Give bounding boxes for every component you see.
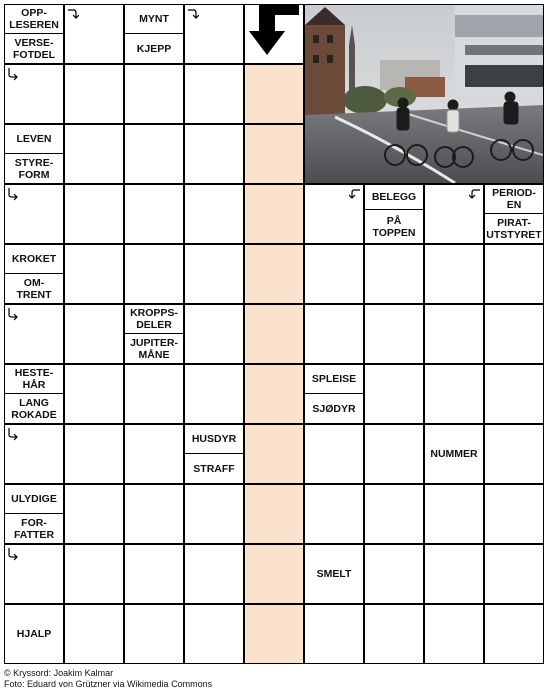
clue-langrokade: LANG ROKADE [5,394,63,423]
clue-kroket: KROKET [5,245,63,274]
answer-cell[interactable] [484,424,544,484]
answer-cell[interactable] [364,484,424,544]
clue-cell [124,304,184,364]
clue-versefotdel: VERSE- FOTDEL [5,34,63,63]
answer-cell[interactable] [304,244,364,304]
clue-straff: STRAFF [185,454,243,483]
clue-jupitermane: JUPITER- MÅNE [125,334,183,363]
answer-cell[interactable] [64,484,124,544]
arrow-down-right-icon [7,187,19,201]
answer-cell[interactable] [484,544,544,604]
answer-cell[interactable] [64,304,124,364]
answer-cell[interactable] [364,604,424,664]
clue-belegg: BELEGG [365,185,423,210]
clue-perioden: PERIOD- EN [485,185,543,214]
answer-cell[interactable] [484,364,544,424]
answer-cell[interactable] [64,124,124,184]
clue-sjodyr: SJØDYR [305,394,363,423]
crossword-credit: © Kryssord: Joakim Kalmar [4,668,114,678]
clue-spleise: SPLEISE [305,365,363,394]
answer-cell[interactable] [424,544,484,604]
clue-hjalp: HJALP [5,605,63,663]
answer-cell[interactable] [124,64,184,124]
answer-cell[interactable] [124,184,184,244]
clue-kroppsdeler: KROPPS- DELER [125,305,183,334]
answer-cell[interactable] [484,604,544,664]
solution-cell[interactable] [244,484,304,544]
clue-cell [184,424,244,484]
clue-cell [4,604,64,664]
answer-cell[interactable] [484,244,544,304]
clue-cell [364,184,424,244]
clue-cell [304,364,364,424]
answer-cell[interactable] [184,544,244,604]
clue-styreform: STYRE- FORM [5,154,63,183]
clue-cell [304,544,364,604]
clue-kjepp: KJEPP [125,34,183,63]
answer-cell[interactable] [364,244,424,304]
solution-cell[interactable] [244,544,304,604]
clue-omtrent: OM- TRENT [5,274,63,303]
answer-cell[interactable] [304,304,364,364]
arrow-right-down-icon [67,7,79,21]
arrow-left-down-icon [349,187,361,201]
answer-cell[interactable] [64,64,124,124]
solution-cell[interactable] [244,604,304,664]
answer-cell[interactable] [124,424,184,484]
clue-cell [4,124,64,184]
clue-cell [4,484,64,544]
answer-cell[interactable] [424,304,484,364]
arrow-down-right-icon [7,307,19,321]
solution-cell[interactable] [244,244,304,304]
answer-cell[interactable] [184,184,244,244]
answer-cell[interactable] [304,604,364,664]
clue-hestehar: HESTE- HÅR [5,365,63,394]
answer-cell[interactable] [64,604,124,664]
arrow-down-right-icon [7,67,19,81]
answer-cell[interactable] [124,484,184,544]
clue-husdyr: HUSDYR [185,425,243,454]
arrow-down-right-icon [7,427,19,441]
arrow-right-down-icon [187,7,199,21]
answer-cell[interactable] [304,424,364,484]
crossword-grid [4,4,544,664]
solution-cell[interactable] [244,364,304,424]
answer-cell[interactable] [184,484,244,544]
solution-cell[interactable] [244,424,304,484]
answer-cell[interactable] [124,604,184,664]
answer-cell[interactable] [64,184,124,244]
clue-pa-toppen: PÅ TOPPEN [365,210,423,243]
answer-cell[interactable] [64,544,124,604]
answer-cell[interactable] [184,124,244,184]
answer-cell[interactable] [364,364,424,424]
arrow-left-down-icon [469,187,481,201]
answer-cell[interactable] [484,304,544,364]
clue-cell [124,4,184,64]
answer-cell[interactable] [424,604,484,664]
answer-cell[interactable] [424,364,484,424]
solution-start-arrow-icon [244,4,304,64]
solution-cell[interactable] [244,64,304,124]
answer-cell[interactable] [424,484,484,544]
answer-cell[interactable] [184,304,244,364]
cyclists-photo [304,4,544,184]
clue-forfatter: FOR- FATTER [5,514,63,543]
answer-cell[interactable] [124,364,184,424]
answer-cell[interactable] [64,244,124,304]
answer-cell[interactable] [184,64,244,124]
answer-cell[interactable] [184,364,244,424]
answer-cell[interactable] [124,244,184,304]
answer-cell[interactable] [424,244,484,304]
clue-nummer: NUMMER [425,425,483,483]
answer-cell[interactable] [364,544,424,604]
clue-mynt: MYNT [125,5,183,34]
photo-credit: Foto: Eduard von Grützner via Wikimedia Commons [4,679,213,689]
clue-cell [424,424,484,484]
clue-leven: LEVEN [5,125,63,154]
clue-cell [4,364,64,424]
solution-cell[interactable] [244,184,304,244]
answer-cell[interactable] [184,604,244,664]
answer-cell[interactable] [64,364,124,424]
answer-cell[interactable] [124,544,184,604]
clue-ulydige: ULYDIGE [5,485,63,514]
answer-cell[interactable] [484,484,544,544]
clue-oppleseren: OPP- LESEREN [5,5,63,34]
answer-cell[interactable] [124,124,184,184]
clue-cell [4,4,64,64]
answer-cell[interactable] [364,424,424,484]
answer-cell[interactable] [304,484,364,544]
answer-cell[interactable] [64,424,124,484]
clue-cell [4,244,64,304]
clue-cell [484,184,544,244]
answer-cell[interactable] [364,304,424,364]
answer-cell[interactable] [184,244,244,304]
clue-piratutstyret: PIRAT- UTSTYRET [485,214,543,243]
solution-cell[interactable] [244,124,304,184]
solution-cell[interactable] [244,304,304,364]
arrow-down-right-icon [7,547,19,561]
clue-smelt: SMELT [305,545,363,603]
